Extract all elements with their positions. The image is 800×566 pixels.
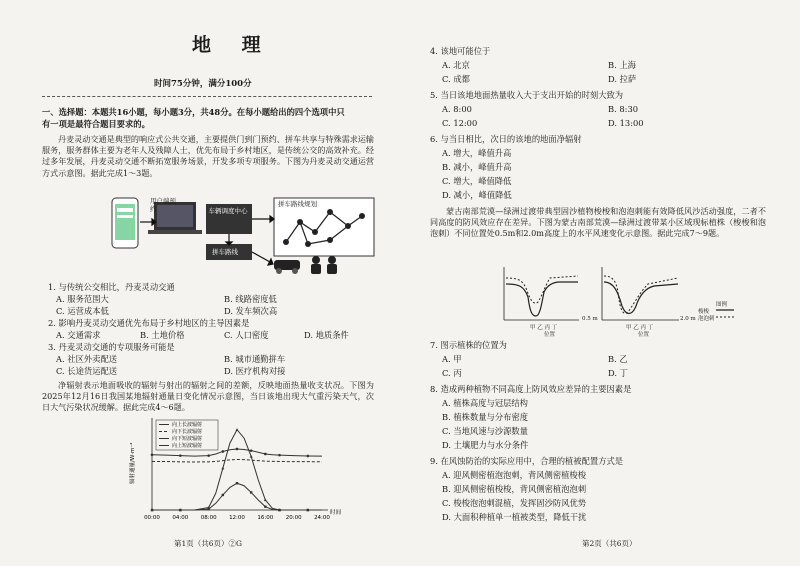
fig1-group-label: 拼车路线: [212, 248, 238, 256]
x-tick-label: 20:00: [285, 515, 302, 521]
q4-option-c[interactable]: C. 成都: [442, 74, 470, 84]
q5-option-c[interactable]: C. 12:00: [442, 118, 478, 128]
fig3-axis-2: 位置: [638, 332, 650, 338]
point: [250, 491, 252, 493]
point: [207, 508, 209, 510]
point: [179, 454, 182, 457]
section-heading: 一、选择题：本题共16小题，每小题3分，共48分。在每小题给出的四个选项中只: [42, 107, 345, 117]
fig3-legend-plant2: 泡泡刺: [698, 316, 715, 322]
point: [250, 455, 253, 458]
point: [179, 509, 181, 511]
phone-icon: [112, 198, 138, 248]
point: [307, 455, 310, 458]
q2-option-b[interactable]: B. 土地价格: [140, 330, 185, 340]
series-line-3: [152, 483, 322, 510]
point: [222, 494, 224, 496]
x-tick-label: 24:00: [314, 515, 330, 521]
q3-option-b[interactable]: B. 城市通勤拼车: [224, 354, 286, 364]
q5-stem: 5. 当日该地地面热量收入大于支出开始的时刻大致为: [430, 90, 624, 100]
q1-option-c[interactable]: C. 运营成本低: [56, 306, 109, 316]
q9-option-b[interactable]: B. 迎风侧密植梭梭，背风侧密植泡泡刺: [442, 484, 587, 494]
fig3-legend-b: 2.0 m: [680, 316, 696, 322]
point: [236, 482, 238, 484]
q5-option-d[interactable]: D. 13:00: [608, 118, 644, 128]
q6-option-b[interactable]: B. 减小，峰值升高: [442, 162, 512, 172]
legend-label: 向上短波辐射: [172, 443, 203, 449]
legend-label: 向下短波辐射: [172, 436, 203, 442]
q4-option-b[interactable]: B. 上海: [608, 60, 636, 70]
point: [207, 454, 210, 457]
q4-option-d[interactable]: D. 拉萨: [608, 74, 637, 84]
x-tick-label: 00:00: [144, 515, 160, 521]
q3-option-c[interactable]: C. 长途货运配送: [56, 366, 118, 376]
exam-info: 时间75分钟，满分100分: [154, 79, 252, 89]
point: [236, 428, 239, 431]
fig1-user-label: 用户端预约: [150, 197, 176, 213]
fig3-legend-title: 图例: [716, 302, 728, 308]
fig3-legend-plant1: 梭梭: [698, 309, 710, 315]
radiation-chart: [126, 412, 342, 530]
fig1-plan-label: 拼车路线规划: [278, 200, 317, 208]
q7-option-a[interactable]: A. 甲: [442, 354, 462, 364]
q8-option-a[interactable]: A. 植株高度与冠层结构: [442, 398, 528, 408]
point: [307, 509, 309, 511]
q6-stem: 6. 与当日相比，次日的该地的地面净辐射: [430, 134, 582, 144]
divider: [42, 96, 372, 97]
point: [151, 454, 154, 457]
point: [222, 450, 225, 453]
point: [250, 449, 253, 452]
q9-stem: 9. 在风蚀防治的实际应用中，合理的植被配置方式是: [430, 456, 624, 466]
fig3-positions-1: 甲 乙 丙 丁: [530, 325, 558, 331]
q3-stem: 3. 丹麦灵动交通的专项服务可能是: [48, 342, 175, 352]
right-column: [430, 0, 770, 566]
q9-option-c[interactable]: C. 梭梭泡泡刺混植，发挥固沙防风优势: [442, 498, 587, 508]
fig3-positions-2: 甲 乙 丙 丁: [626, 325, 654, 331]
section-heading-cont: 有一项是最符合题目要求的。: [42, 119, 150, 129]
q1-stem: 1. 与传统公交相比，丹麦灵动交通: [48, 282, 175, 292]
point: [221, 467, 224, 470]
q1-option-b[interactable]: B. 线路密度低: [224, 294, 277, 304]
point: [264, 498, 267, 501]
point: [264, 453, 267, 456]
q4-option-a[interactable]: A. 北京: [442, 60, 470, 70]
q2-stem: 2. 影响丹麦灵动交通优先布局于乡村地区的主导因素是: [48, 318, 250, 328]
footer-left: 第1页（共6页）②G: [174, 539, 243, 548]
q2-option-c[interactable]: C. 人口密度: [224, 330, 269, 340]
q6-option-c[interactable]: C. 增大，峰值降低: [442, 176, 512, 186]
q1-option-d[interactable]: D. 发车频次高: [224, 306, 278, 316]
q3-option-d[interactable]: D. 医疗机构对接: [224, 366, 286, 376]
fig3-axis-1: 位置: [544, 332, 556, 338]
point: [278, 454, 281, 457]
left-column: [42, 0, 382, 566]
series-line-1: [152, 459, 322, 462]
legend-label: 向下长波辐射: [172, 429, 203, 435]
q1-option-a[interactable]: A. 服务范围大: [56, 294, 109, 304]
wind-chart-2: [602, 267, 679, 320]
x-tick-label: 08:00: [200, 515, 217, 521]
q6-option-a[interactable]: A. 增大，峰值升高: [442, 148, 512, 158]
x-axis-label: 时间: [330, 510, 342, 516]
point: [264, 505, 266, 507]
point: [236, 448, 239, 451]
q5-option-a[interactable]: A. 8:00: [442, 104, 472, 114]
q8-option-d[interactable]: D. 土壤肥力与水分条件: [442, 440, 529, 450]
q7-option-d[interactable]: D. 丁: [608, 368, 628, 378]
q2-option-d[interactable]: D. 地质条件: [304, 330, 349, 340]
x-tick-label: 16:00: [257, 515, 274, 521]
passage-3: 蒙古南部荒漠—绿洲过渡带典型固沙植物梭梭和泡泡刺能有效降低风沙活动强度，二者不同高度的防风效应存在差异。下图为蒙古南部荒漠—绿洲过渡带某小区域现标植株（梭梭和泡泡刺）不同位置处0.5m和2.0m高度上的水平风速变化示意图。据此完成7～9题。: [430, 206, 766, 239]
q8-option-c[interactable]: C. 当地风速与沙源数量: [442, 426, 528, 436]
wind-chart-1: [504, 267, 579, 320]
x-tick-label: 04:00: [172, 515, 189, 521]
fig1-center-label: 车辆调度中心: [208, 207, 248, 215]
page-title: 地 理: [192, 34, 273, 56]
q3-option-a[interactable]: A. 社区外卖配送: [56, 354, 118, 364]
passage-2: 净辐射表示地面吸收的辐射与射出的辐射之间的差额，反映地面热量收支状况。下图为2025年12月16日我国某地辐射通量日变化情况示意图，当日该地出现大气重污染天气，次日大气污染状况缓解。据此完成4～6题。: [42, 380, 374, 413]
footer-right: 第2页（共6页）: [582, 539, 637, 548]
q5-option-b[interactable]: B. 8:30: [608, 104, 639, 114]
q6-option-d[interactable]: D. 减小，峰值降低: [442, 190, 512, 200]
fig3-legend-a: 0.5 m: [582, 316, 598, 322]
q7-option-c[interactable]: C. 丙: [442, 368, 462, 378]
q7-stem: 7. 图示植株的位置为: [430, 340, 507, 350]
q7-option-b[interactable]: B. 乙: [608, 354, 628, 364]
legend-label: 向上长波辐射: [172, 422, 203, 428]
passage-1: 丹麦灵动交通是典型的响应式公共交通，主要提供门到门预约、拼车共享与特殊需求运输服务，服务群体主要为老年人及残障人士，优先布局于乡村地区，是传统公交的高效补充。经过多年发展，丹麦灵动交通不断拓宽服务场景，开发多项专项服务。下图为丹麦灵动交通运营方式示意图。据此完成1～3题。: [42, 134, 374, 178]
point: [151, 509, 153, 511]
wind-legend: [716, 310, 734, 317]
q9-option-a[interactable]: A. 迎风侧密植泡泡刺，背风侧密植梭梭: [442, 470, 587, 480]
q9-option-d[interactable]: D. 大面积种植单一植被类型，降低干扰: [442, 512, 587, 522]
q8-stem: 8. 造成两种植物不同高度上防风效应差异的主要因素是: [430, 384, 632, 394]
q8-option-b[interactable]: B. 植株数量与分布密度: [442, 412, 529, 422]
x-tick-label: 12:00: [229, 515, 245, 521]
q4-stem: 4. 该地可能位于: [430, 46, 491, 56]
y-axis-label: 辐射通量/W·m⁻²: [130, 442, 136, 484]
q2-option-a[interactable]: A. 交通需求: [56, 330, 101, 340]
point: [278, 509, 280, 511]
